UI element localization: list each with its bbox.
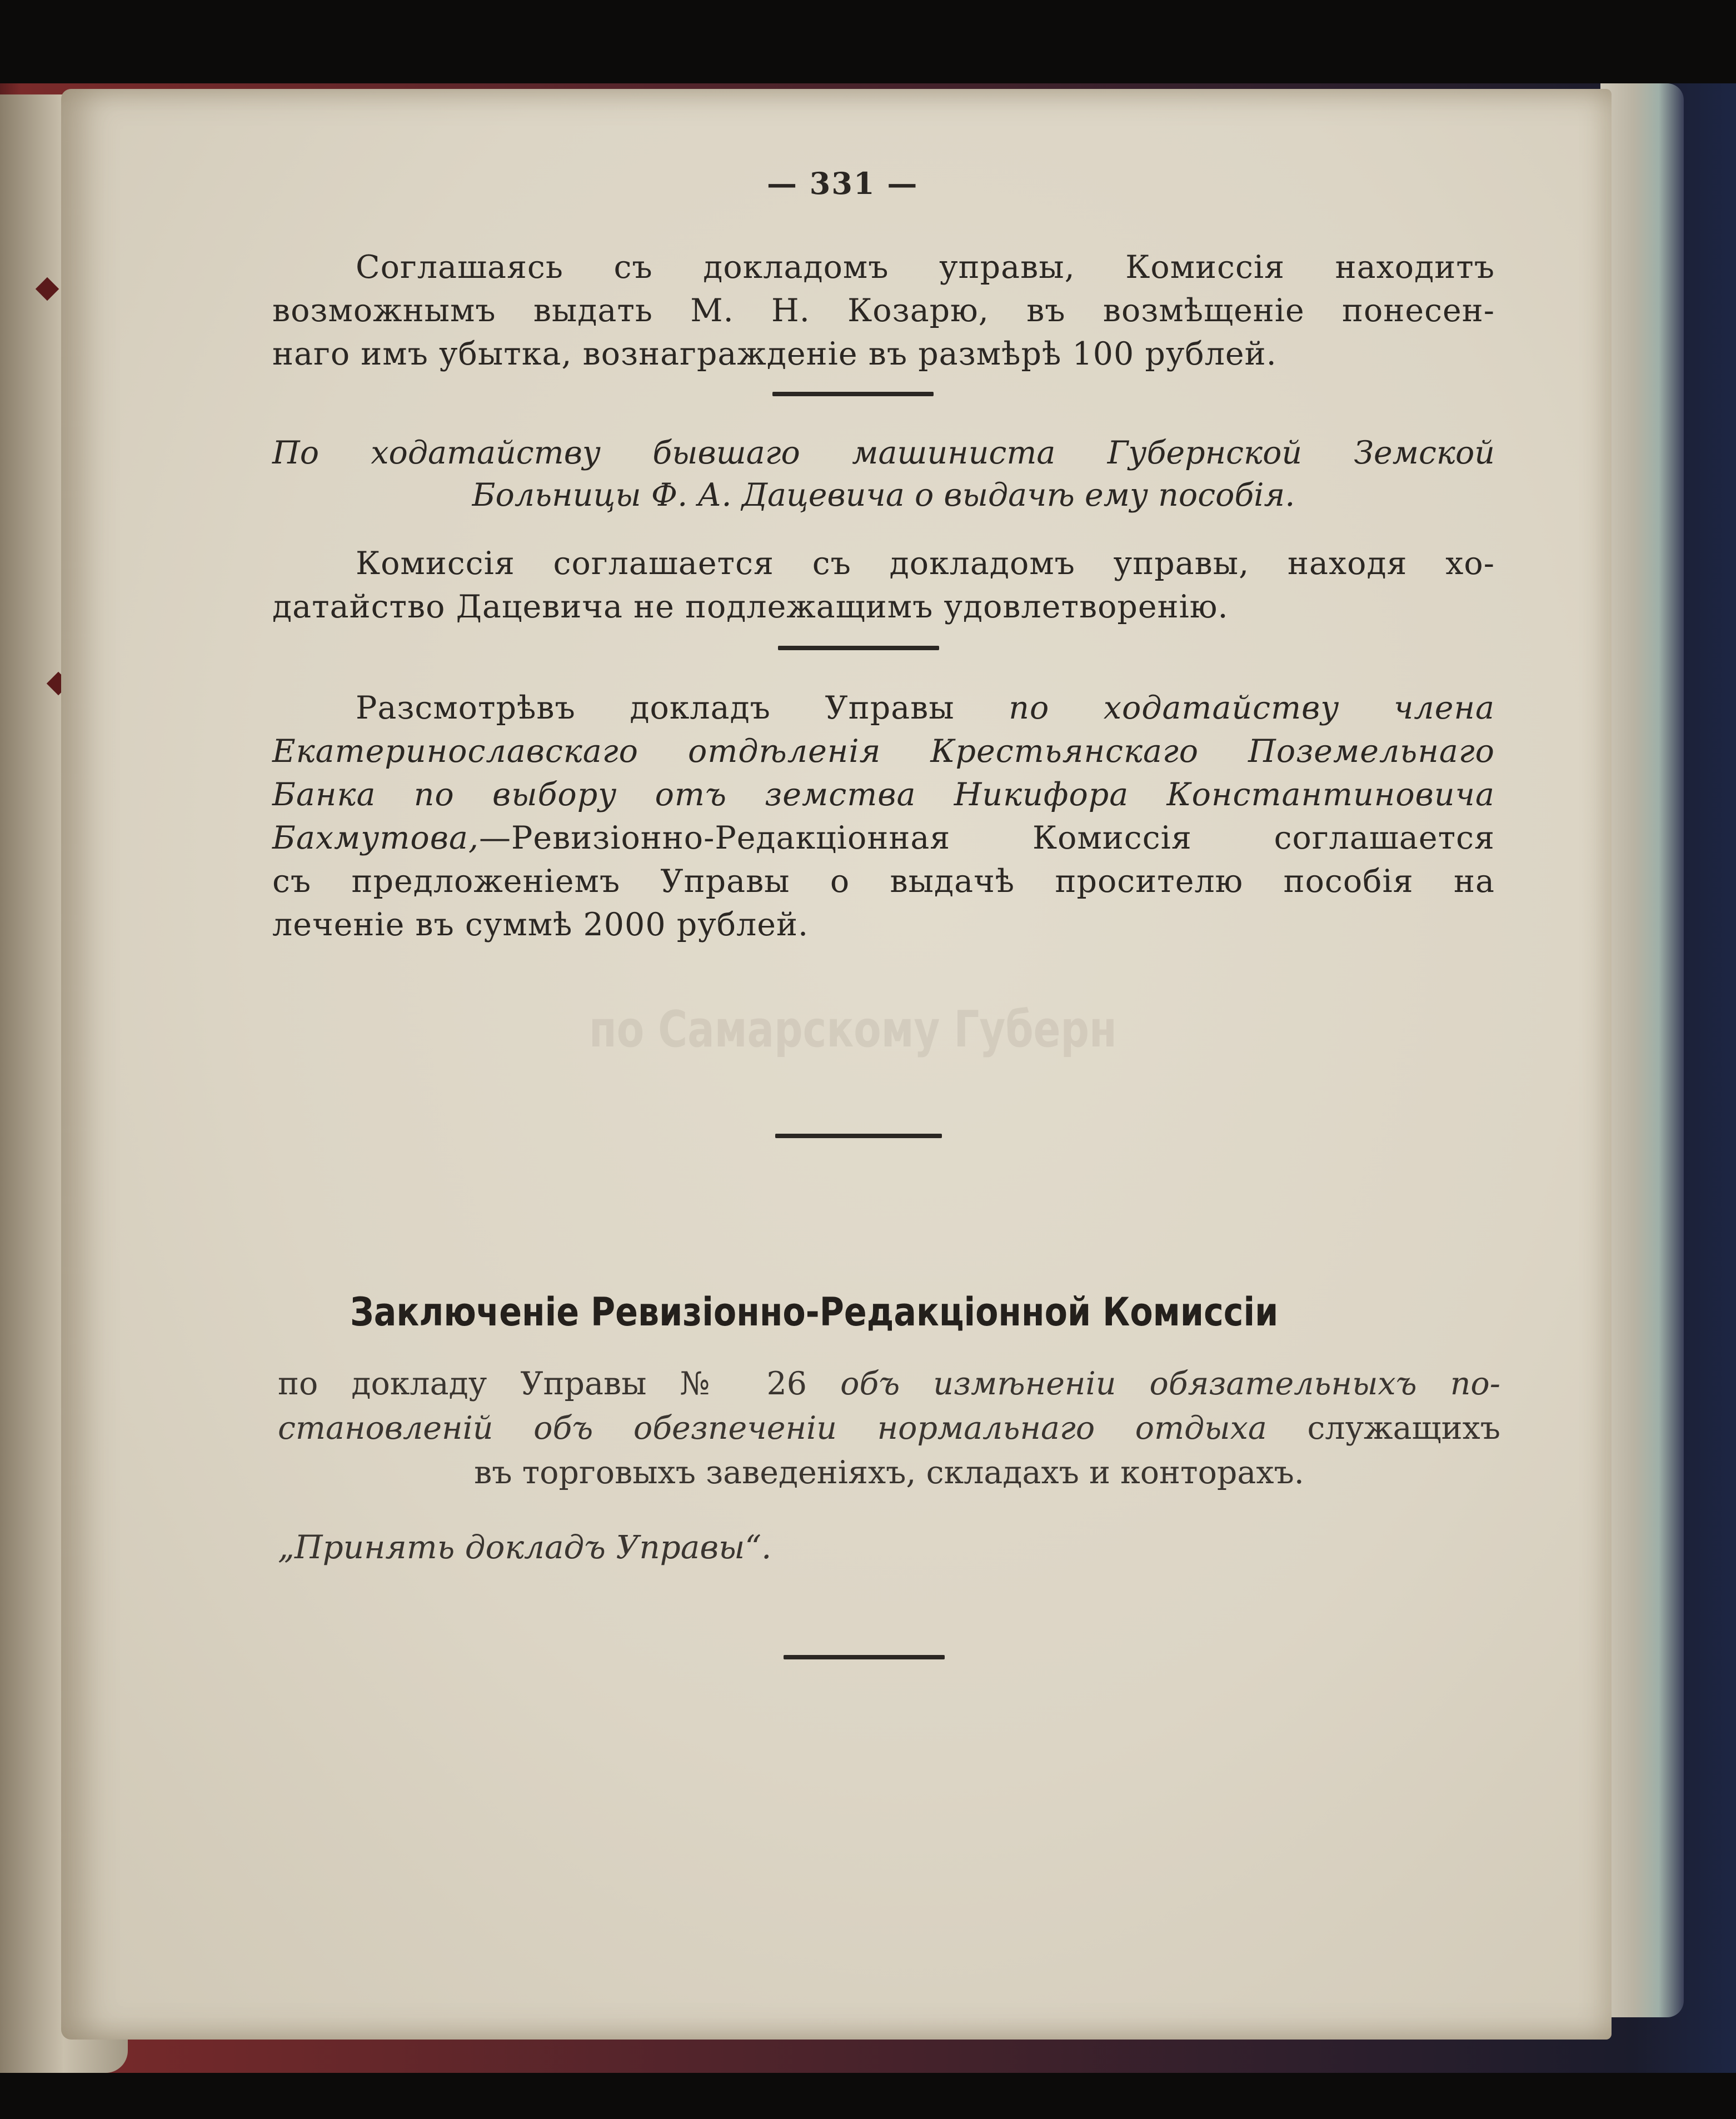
separator-rule	[778, 646, 939, 650]
page-content	[61, 89, 1612, 2040]
text-line: съ предложеніемъ Управы о выдачѣ просителю пособія на	[272, 863, 1495, 900]
text-line: Соглашаясь съ докладомъ управы, Комиссія находитъ	[356, 249, 1495, 286]
text-line: возможнымъ выдать М. Н. Козарю, въ возмѣщеніе понесен-	[272, 292, 1495, 329]
text-line: датайство Дацевича не подлежащимъ удовлетворенію.	[272, 589, 1229, 625]
text-line: Комиссія соглашается съ докладомъ управы, находя хо-	[356, 545, 1495, 582]
faded-stamp: по Самарскому Губерн	[589, 1000, 1117, 1059]
text-italic: объ измѣненіи обязательныхъ по-	[840, 1365, 1500, 1402]
text-line: Банка по выбору отъ земства Никифора Константиновича	[272, 776, 1495, 813]
text-plain: служащихъ	[1266, 1410, 1500, 1447]
conclusion-subject	[278, 1362, 1500, 1495]
page-number: — 331 —	[767, 166, 919, 201]
text-line: Екатеринославскаго отдѣленія Крестьянскаго Поземельнаго	[272, 733, 1495, 770]
text-line	[272, 816, 1495, 860]
text-line	[272, 686, 1495, 730]
text-plain: —Ревизіонно-Редакціонная Комиссія соглашается	[478, 820, 1495, 856]
text-line	[278, 1406, 1500, 1450]
paragraph-dacevich	[272, 542, 1495, 629]
conclusion-resolution: „Принять докладъ Управы“.	[278, 1528, 772, 1566]
text-italic: Бахмутова,	[272, 820, 479, 856]
page-edges	[1600, 83, 1684, 2017]
text-line: леченіе въ суммѣ 2000 рублей.	[272, 906, 809, 943]
text-italic: по ходатайству члена	[1009, 690, 1495, 726]
separator-rule	[775, 1134, 942, 1138]
heading-line: Больницы Ф. А. Дацевича о выдачѣ ему пособія.	[472, 477, 1295, 513]
book-page	[61, 89, 1612, 2040]
text-italic: становленій объ обезпеченіи нормальнаго отдыха	[278, 1410, 1267, 1447]
text-line: наго имъ убытка, вознагражденіе въ размѣрѣ 100 рублей.	[272, 336, 1277, 372]
separator-rule	[784, 1655, 945, 1659]
text-plain: по докладу Управы № 26	[278, 1365, 841, 1402]
text-line: въ торговыхъ заведеніяхъ, складахъ и конторахъ.	[474, 1454, 1304, 1491]
paragraph-kozar	[272, 246, 1495, 376]
separator-rule	[772, 392, 934, 396]
paragraph-bakhmutov	[272, 686, 1495, 946]
petition-heading-dacevich	[272, 432, 1495, 516]
text-line	[278, 1362, 1500, 1406]
conclusion-title: Заключеніе Ревизіонно-Редакціонной Комиссіи	[350, 1289, 1279, 1335]
text-plain: Разсмотрѣвъ докладъ Управы	[356, 690, 1009, 726]
heading-line: По ходатайству бывшаго машиниста Губернской Земской	[272, 435, 1495, 471]
